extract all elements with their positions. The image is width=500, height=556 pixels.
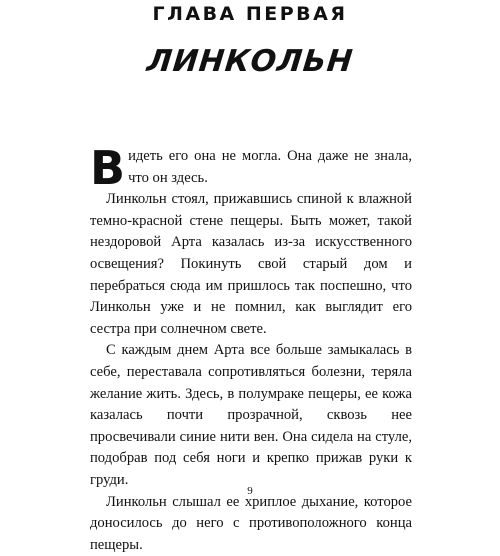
paragraph-3: С каждым днем Арта все больше замыкалась в себе, переставала сопротивляться болезни, теряла желание жить. Здесь, в полумраке пещеры, ее кожа казалась почти прозрачной, сквозь нее просвечивали синие нити вен. Она сидела на стуле, подобрав под себя ноги и крепко прижав руки к груди. [90, 340, 412, 491]
paragraph-2: Линкольн стоял, прижавшись спиной к влажной темно-красной стене пещеры. Быть может, такой нездоровой Арта казалась из-за искусственного освещения? Покинуть свой старый дом и перебраться сюда им пришлось так поспешно, что Линкольн уже и не помнил, как выглядит его сестра при солнечном свете. [90, 189, 412, 340]
drop-cap: В [90, 149, 125, 189]
paragraph-4: Линкольн слышал ее хриплое дыхание, которое доносилось до него с противоположного конца пещеры. [90, 492, 412, 556]
chapter-label: ГЛАВА ПЕРВАЯ [0, 2, 500, 26]
chapter-title: ЛИНКОЛЬН [0, 44, 500, 80]
paragraph-1 [90, 146, 412, 189]
paragraph-1-text: идеть его она не могла. Она даже не знала, что он здесь. [128, 148, 412, 186]
page-number: 9 [0, 484, 500, 498]
